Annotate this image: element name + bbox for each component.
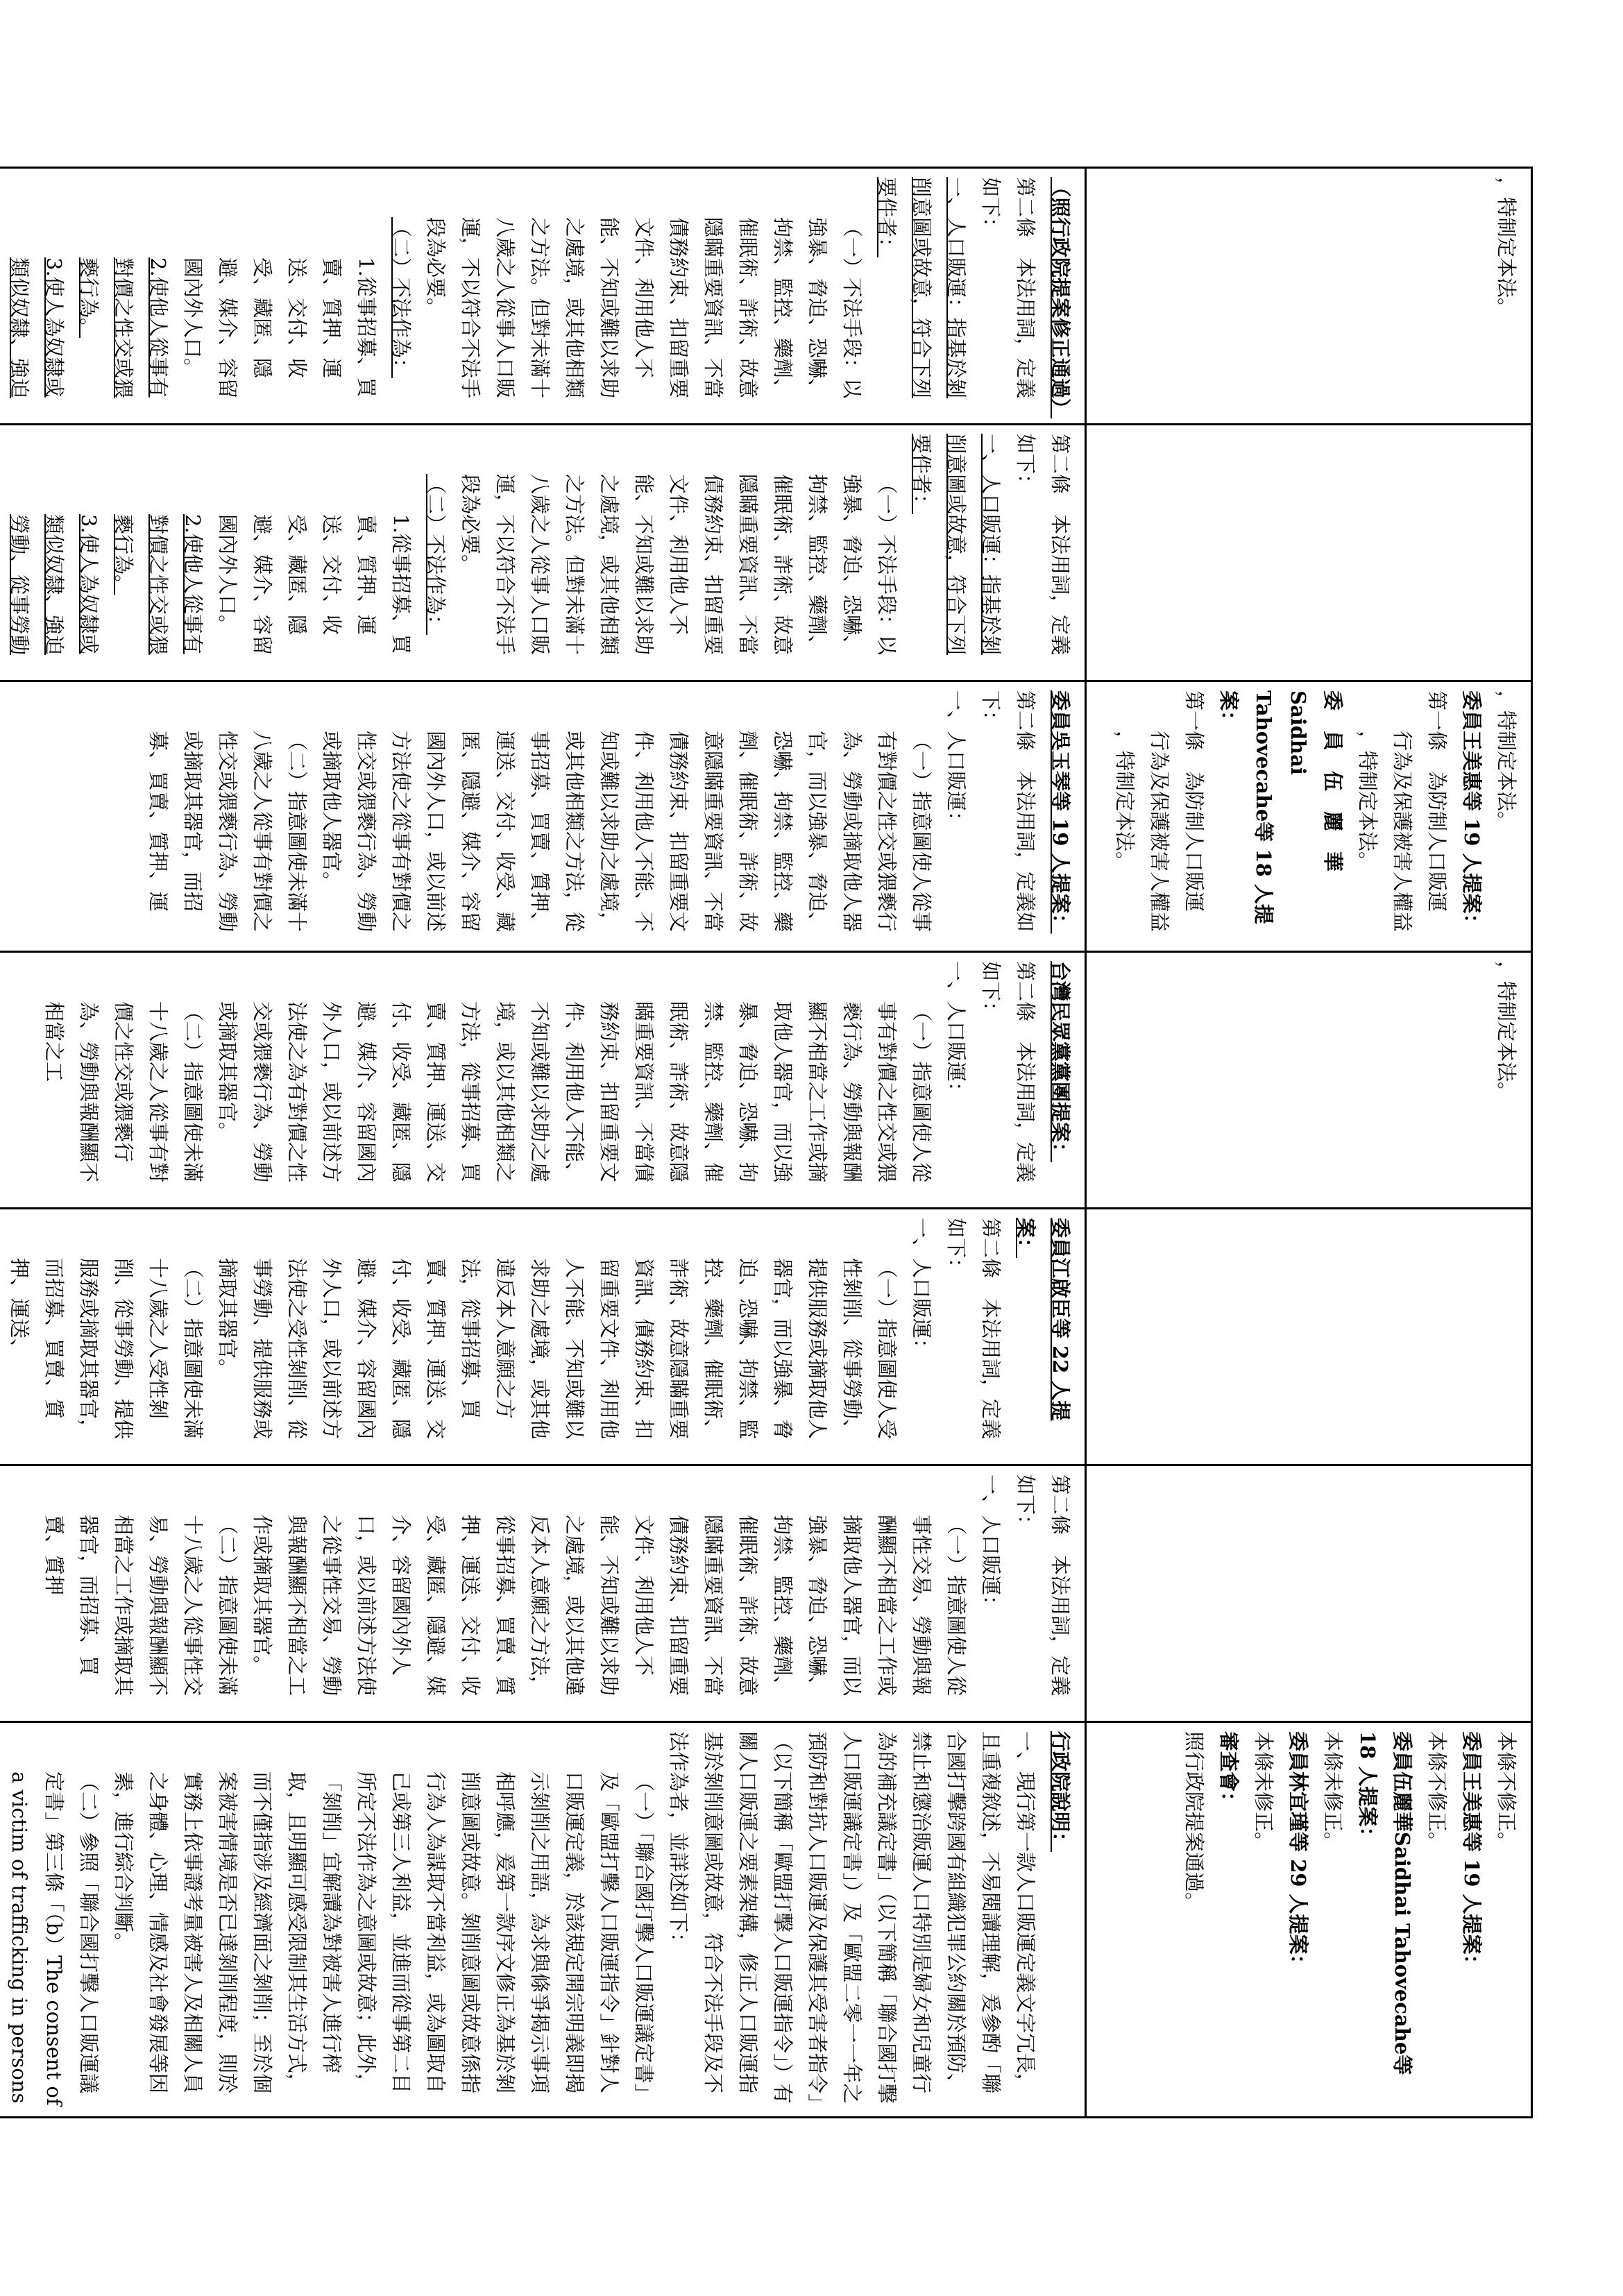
text-line: 1.從事招募、買賣、質押、運送、交付、收受、藏匿、隱避、媒介、容留國內外人口。 bbox=[216, 514, 413, 656]
text-line: 第二條 本法用詞，定義如下： bbox=[944, 1218, 1003, 1440]
proposer-heading: 委員王美惠等 19 人提案： bbox=[1460, 690, 1484, 934]
cell-r2-c1 bbox=[0, 168, 1086, 425]
cell-r2-c3 bbox=[0, 681, 1086, 952]
proposer-heading: 委員吳玉琴等 19 人提案： bbox=[1048, 690, 1072, 934]
text-line: ，特制定本法。 bbox=[1356, 731, 1379, 872]
note-line: 委員伍麗華Saidhai Tahovecahe等 18 人提案： bbox=[1356, 1731, 1414, 2075]
proposer-heading: 台灣民眾黨黨團提案： bbox=[1048, 961, 1072, 1163]
text-line: （一）指意圖使人受性剝削、從事勞動、提供服務或摘取他人器官，而以強暴、脅迫、恐嚇、拘禁、監控、藥劑、催眠術、詐術、故意隱瞞重要資訊、債務約束、扣留重要文件、利用他人不能、不知或難以求助之處境，或其他違反本人意願之方法，從事招募、買賣、質押、運送、交付、收受、藏匿、隱避、媒介、容留國內外人口，或以前述方法使之受性剝削、從事勞動、提供服務或摘取其器官。 bbox=[216, 1258, 899, 1440]
text-line: （一）指意圖使人從事性交易、勞動與報酬顯不相當之工作或摘取他人器官，而以強暴、脅迫、恐嚇、拘禁、監控、藥劑、催眠術、詐術、故意隱瞞重要資訊、不當債務約束、扣留重要文件、利用他人不能、不知或難以求助之處境，或以其他違反本人意願之方法，從事招募、買賣、質押、運送、交付、收受、藏匿、隱避、媒介、容留國內外人口，或以前述方法使之從事性交易、勞動與報酬顯不相當之工作或摘取其器官。 bbox=[250, 1515, 968, 1697]
text-line: 第一條 為防制人口販運 bbox=[1182, 690, 1206, 912]
text-line: ，特制定本法。 bbox=[1495, 177, 1518, 318]
text-line: （一）「聯合國打擊人口販運議定書」及「歐盟打擊人口販運指令」針對人口販運定義，於該規定開宗明義即揭示剝削之用語，為求與條爭揭示事項相呼應，爰第一款序文修正為基於剝削意圖或故意。剝削意圖或故意係指行為人為謀取不當利益，或為圖取自己或第三人利益，並進而從事第二目所定不法作為之意圖或故意；此外，「剝削」宜解讀為對被害人進行榨取，且明顯可感受限制其生活方式，而不僅指涉及經濟面之剝削；至於個案被害情境是否已達剝削程度，則於實務上依事證考量被害人及相關人員之身體、心理、情感及社會發展等因素，進行綜合判斷。 bbox=[112, 1771, 656, 2104]
note-line: 本條不修正。 bbox=[1495, 1731, 1518, 1853]
note-line: 委員王美惠等 19 人提案： bbox=[1460, 1731, 1484, 1975]
cell-r2-c2 bbox=[0, 425, 1086, 681]
text-line: 3.使人為奴隸或類似奴隸、強迫勞動、從事勞動 bbox=[8, 514, 101, 656]
text-line: 一、人口販運： bbox=[910, 1218, 933, 1359]
text-line: 2.使他人從事有對價之性交或猥褻行為。 bbox=[77, 257, 170, 399]
text-line: ，特制定本法。 bbox=[1495, 961, 1518, 1103]
text-line: （二）指意圖使未滿十八歲之人受性剝削、從事勞動、提供服務或摘取其器官，而招募、買賣、質押、運送、 bbox=[8, 1258, 205, 1440]
rotated-comparison-table bbox=[8, 167, 1533, 2116]
note-line: 本條未修正。 bbox=[1252, 1731, 1275, 1853]
cell-r1-c2 bbox=[1086, 425, 1532, 681]
text-line: （一）指意圖使人從事有對價之性交或猥褻行為、勞動與報酬顯不相當之工作或摘取他人器官，而以強暴、脅迫、恐嚇、拘禁、監控、藥劑、催眠術、詐術、故意隱瞞重要資訊、不當債務約束、扣留重要文件、利用他人不能、不知或難以求助之處境，或以其他相類之方法，從事招募、買賣、質押、運送、交付、收受、藏匿、隱避、媒介、容留國內外人口，或以前述方法使之為有對價之性交或猥褻行為、勞動或摘取其器官。 bbox=[216, 1001, 933, 1183]
column-heading: （照行政院提案修正通過） bbox=[1048, 177, 1072, 419]
text-line: 一、人口販運： bbox=[979, 1474, 1003, 1616]
text-line: 1.從事招募、買賣、質押、運送、交付、收受、藏匿、隱避、媒介、容留國內外人口。 bbox=[181, 257, 378, 399]
text-line: （二）參照「聯合國打擊人口販運議定書」第三條「（b）The consent of a victim of trafficking in persons bbox=[8, 1771, 101, 2106]
text-line: （二）指意圖使未滿十八歲之人從事性交易、勞動與報酬顯不相當之工作或摘取其器官，而招募、買賣、質押 bbox=[42, 1515, 239, 1697]
cell-r1-c1 bbox=[1086, 168, 1532, 425]
text-line: （一）不法手段：以強暴、脅迫、恐嚇、拘禁、監控、藥劑、催眠術、詐術、故意隱瞞重要資訊、不當債務約束、扣留重要文件、利用他人不能、不知或難以求助之處境，或其他相類之方法。但對未滿十八歲之人從事人口販運，不以符合不法手段為必要。 bbox=[459, 474, 899, 656]
text-line: （二）不法作為： bbox=[389, 217, 413, 379]
text-line: 第二條 本法用詞，定義如下： bbox=[979, 690, 1037, 933]
text-line: （二）不法作為： bbox=[424, 474, 448, 636]
text-line: 一、人口販運： bbox=[944, 961, 968, 1103]
text-line: 第二條 本法用詞，定義如下： bbox=[979, 177, 1037, 399]
text-line: 一、現行第一款人口販運定義文字冗長，且重複敘述，不易閱讀理解，爰參酌「聯合國打擊跨國有組織犯罪公約關於預防、禁止和懲治販運人口特別是婦女和兒童行為的補充議定書」（以下簡稱「聯合國打擊人口販運議定書」）及「歐盟二零一一年之預防和對抗人口販運及保護其受害者指令」（以下簡稱「歐盟打擊人口販運指令」）有關人口販運之要素架構，修正人口販運指基於剝削意圖或故意，符合不法手段及不法作為者，並詳述如下： bbox=[667, 1731, 1037, 2104]
text-line: 一、人口販運： bbox=[944, 690, 968, 832]
cell-r1-c4 bbox=[1086, 952, 1532, 1209]
note-line: 照行政院提案通過。 bbox=[1182, 1731, 1206, 1913]
cell-r2-c5b bbox=[0, 1465, 1086, 1722]
text-line: 第二條 本法用詞，定義如下： bbox=[1014, 434, 1072, 656]
note-line: 本條不修正。 bbox=[1425, 1731, 1449, 1853]
text-line: 3.使人為奴隸或類似奴隸、強迫 bbox=[8, 257, 66, 399]
cell-r1-c5b bbox=[1086, 1465, 1532, 1722]
text-line: 一、人口販運：指基於剝削意圖或故意，符合下列要件者： bbox=[910, 434, 1003, 656]
note-line: 委員林宜瑾等 29 人提案： bbox=[1286, 1731, 1310, 1975]
text-line: ，特制定本法。 bbox=[1113, 731, 1137, 872]
proposer-heading: 委 員 伍 麗 華 Saidhai bbox=[1286, 690, 1345, 892]
cell-r1-c3 bbox=[1086, 681, 1532, 952]
proposer-heading: Tahovecahe等 18 人提案： bbox=[1217, 690, 1275, 924]
text-line: 行為及保護被害人權益 bbox=[1391, 731, 1414, 933]
text-line: （一）不法手段：以強暴、脅迫、恐嚇、拘禁、監控、藥劑、催眠術、詐術、故意隱瞞重要資訊、不當債務約束、扣留重要文件、利用他人不能、不知或難以求助之處境，或其他相類之方法。但對未滿十八歲之人從事人口販運，不以符合不法手段為必要。 bbox=[424, 217, 864, 399]
text-line: （二）指意圖使未滿十八歲之人從事有對價之性交或猥褻行為、勞動與報酬顯不相當之工 bbox=[42, 1001, 205, 1183]
text-line: 第二條 本法用詞，定義如下： bbox=[1014, 1474, 1072, 1697]
text-line: 一、人口販運：指基於剝削意圖或故意，符合下列要件者： bbox=[875, 177, 968, 399]
text-line: 2.使他人從事有對價之性交或猥褻行為。 bbox=[112, 514, 205, 656]
text-line: （一）指意圖使人從事有對價之性交或猥褻行為、勞動或摘取他人器官，而以強暴、脅迫、恐嚇、拘禁、監控、藥劑、催眠術、詐術、故意隱瞞重要資訊、不當債務約束、扣留重要文件、利用他人不能、不知或難以求助之處境，或其他相類之方法，從事招募、買賣、質押、運送、交付、收受、藏匿、隱避、媒介、容留國內外人口，或以前述方法使之從事有對價之性交或猥褻行為、勞動或摘取他人器官。 bbox=[320, 731, 933, 933]
note-line: 本條未修正。 bbox=[1321, 1731, 1345, 1853]
comparison-table bbox=[0, 167, 1533, 2118]
cell-r1-c6 bbox=[1086, 1722, 1532, 2118]
table-row bbox=[0, 168, 1086, 2118]
explanation-heading: 行政院說明： bbox=[1048, 1731, 1072, 1853]
note-line: 審查會： bbox=[1217, 1731, 1241, 1812]
text-line: ，特制定本法。 bbox=[1495, 690, 1518, 832]
text-line: 行為及保護被害人權益 bbox=[1148, 731, 1171, 933]
proposer-heading: 委員江啟臣等 22 人提案： bbox=[1014, 1218, 1072, 1421]
text-line: （二）指意圖使未滿十八歲之人從事有對價之性交或猥褻行為、勞動或摘取其器官，而招募、買賣、質押、運 bbox=[146, 731, 309, 933]
text-line: 第一條 為防制人口販運 bbox=[1425, 690, 1449, 912]
cell-r1-c5 bbox=[1086, 1209, 1532, 1465]
cell-r2-c4 bbox=[0, 952, 1086, 1209]
text-line: 第二條 本法用詞，定義如下： bbox=[979, 961, 1037, 1183]
cell-r2-c6 bbox=[0, 1722, 1086, 2118]
table-row bbox=[1086, 168, 1532, 2118]
cell-r2-c5 bbox=[0, 1209, 1086, 1465]
